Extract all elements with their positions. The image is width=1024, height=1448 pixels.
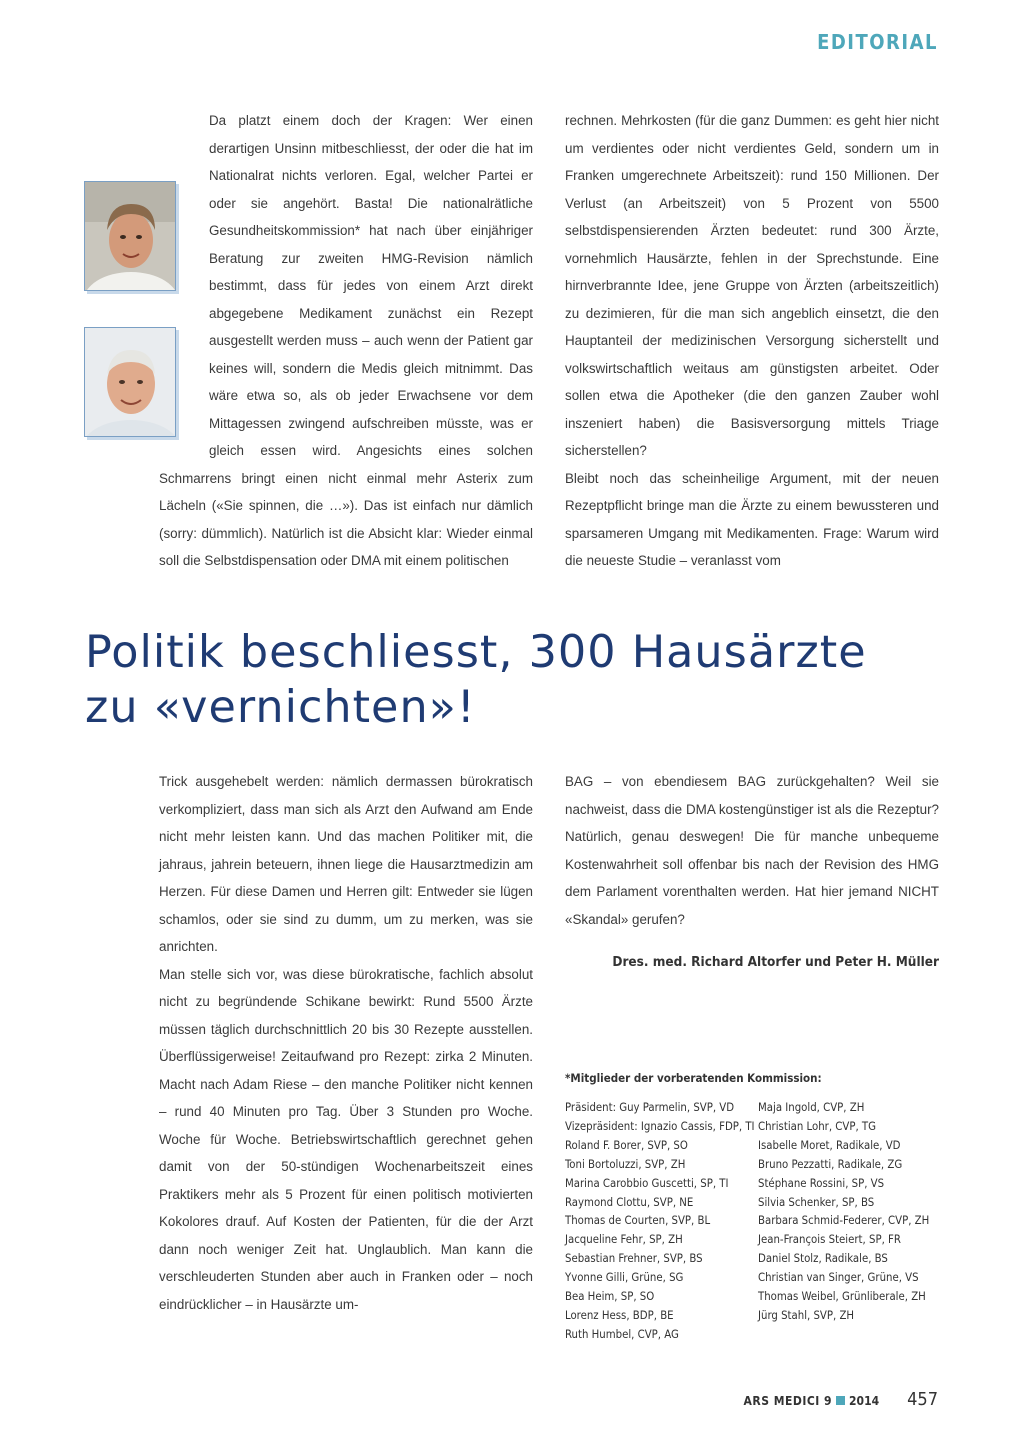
committee-member: Maja Ingold, CVP, ZH (758, 1101, 865, 1114)
article-headline: Politik beschliesst, 300 Hausärzte zu «vernichten»! (85, 627, 867, 733)
committee-member: Christian van Singer, Grüne, VS (758, 1271, 919, 1285)
committee-member: Isabelle Moret, Radikale, VD (758, 1138, 901, 1152)
committee-member: Roland F. Borer, SVP, SO (565, 1138, 688, 1152)
committee-member: Marina Carobbio Guscetti, SP, TI (565, 1176, 729, 1190)
journal-name: ARS MEDICI 9 (743, 1394, 833, 1408)
article-paragraph: Man stelle sich vor, was diese bürokratische, fachlich absolut nicht zu begründende Schikane bewirkt: Rund 5500 Ärzte müssen täglich durchschnittlich 20 bis 30 Rezepte ausstellen. Überflüssigerweise! Zeitaufwand pro Rezept: zirka 2 Minuten. Macht nach Adam Riese – den manche Politiker nicht kennen – rund 40 Minuten pro Tag. Über 3 Stunden pro Woche. Woche für Woche. Betriebswirtschaftlich gerechnet gehen damit von der 50-stündigen Wochenarbeitszeit eines Praktikers mehr als 5 Prozent für einen politisch motivierten Kokolores drauf. Auf Kosten der Patienten, für die der Arzt dann noch weniger Zeit hat. Unglaublich. Man kann die verschleuderten Stunden aber auch in Franken oder – noch eindrücklicher – in Hausärzte um- (159, 966, 533, 1312)
committee-member: Daniel Stolz, Radikale, BS (758, 1252, 888, 1266)
committee-member: Toni Bortoluzzi, SVP, ZH (565, 1157, 686, 1171)
article-column-4 (565, 768, 939, 933)
committee-member: Bea Heim, SP, SO (565, 1290, 655, 1304)
issue-year: 2014 (849, 1394, 880, 1408)
committee-member: Silvia Schenker, SP, BS (758, 1195, 875, 1209)
committee-member: Thomas Weibel, Grünliberale, ZH (758, 1290, 926, 1304)
committee-member: Raymond Clottu, SVP, NE (565, 1195, 694, 1209)
committee-title: *Mitglieder der vorberatenden Kommission: (565, 1071, 822, 1085)
square-bullet-icon (836, 1396, 845, 1405)
committee-member: Christian Lohr, CVP, TG (758, 1119, 877, 1133)
section-label: EDITORIAL (817, 30, 938, 54)
article-column-3 (159, 768, 533, 1318)
article-paragraph: Trick ausgehebelt werden: nämlich dermassen bürokratisch verkompliziert, dass man sich als Arzt den Aufwand am Ende nicht mehr leisten kann. Und das machen Politiker mit, die jahraus, jahrein beteuern, ihnen liege die Hausarztmedizin am Herzen. Für diese Damen und Herren gilt: Entweder sie lügen schamlos, oder sie sind zu dumm, um zu merken, was sie anrichten. (159, 774, 533, 954)
page-footer (744, 1389, 938, 1410)
committee-member: Jean-François Steiert, SP, FR (758, 1233, 901, 1247)
committee-member: Bruno Pezzatti, Radikale, ZG (758, 1157, 903, 1171)
page-number: 457 (907, 1389, 938, 1410)
committee-member: Yvonne Gilli, Grüne, SG (565, 1271, 684, 1285)
committee-list-right (758, 1099, 929, 1326)
article-column-1 (159, 107, 533, 575)
article-column-2 (565, 107, 939, 575)
article-paragraph: rechnen. Mehrkosten (für die ganz Dummen: es geht hier nicht um verdientes oder nicht verdientes Geld, sondern um in Franken umgerechnete Arbeitszeit): rund 150 Millionen. Der Verlust (an Arbeitszeit) von 5 Prozent von 5500 selbstdispensierenden Ärzten bedeutet: rund 300 Ärzte, vornehmlich Hausärzte, fehlen in der Sprechstunde. Eine hirnverbrannte Idee, jene Gruppe von Ärzten (arbeitszeitlich) zu dezimieren, für die man sich angeblich einsetzt, die den Hauptanteil der medizinischen Versorgung sicherstellt und volkswirtschaftlich weitaus am günstigsten arbeitet. Oder sollen etwa die Apotheker (die den ganzen Zauber wohl inszeniert haben) die Basisversorgung mittels Triage sicherstellen? (565, 113, 939, 458)
committee-member: Ruth Humbel, CVP, AG (565, 1327, 679, 1341)
committee-member: Thomas de Courten, SVP, BL (565, 1214, 711, 1228)
committee-member: Jacqueline Fehr, SP, ZH (565, 1233, 683, 1247)
author-signature: Dres. med. Richard Altorfer und Peter H. Müller (612, 954, 939, 970)
committee-member: Barbara Schmid-Federer, CVP, ZH (758, 1214, 930, 1228)
committee-member: Lorenz Hess, BDP, BE (565, 1308, 674, 1322)
article-paragraph: Bleibt noch das scheinheilige Argument, mit der neuen Rezeptpflicht bringe man die Ärzte zu einem bewussteren und sparsameren Umgang mit Medikamenten. Frage: Warum wird die neueste Studie – veranlasst vom (565, 470, 939, 568)
committee-member: Sebastian Frehner, SVP, BS (565, 1252, 703, 1266)
committee-list-left (565, 1099, 755, 1345)
committee-member: Vizepräsident: Ignazio Cassis, FDP, TI (565, 1119, 755, 1133)
committee-member: Präsident: Guy Parmelin, SVP, VD (565, 1101, 735, 1114)
article-paragraph: Da platzt einem doch der Kragen: Wer einen derartigen Unsinn mitbeschliesst, der oder die hat im Nationalrat nichts verloren. Egal, welcher Partei er oder sie angehört. Basta! Die nationalrätliche Gesundheitskommission* hat nach über einjähriger Beratung zur zweiten HMG-Revision nämlich bestimmt, dass für jedes von einem Arzt direkt abgegebene Medikament zunächst ein Rezept ausgestellt werden muss – auch wenn der Patient gar keines will, sondern die Medis gleich mitnimmt. Das wäre etwa so, als ob jeder Erwachsene vor dem Mittagessen zwingend aufschreiben müsste, was er gleich essen wird. Angesichts eines solchen Schmarrens bringt einen nicht einmal mehr Asterix zum Lächeln («Sie spinnen, die …»). Das ist einfach nur dämlich (sorry: dümmlich). Natürlich ist die Absicht klar: Wieder einmal soll die Selbstdispensation oder DMA mit einem politischen (159, 113, 533, 568)
committee-member: Jürg Stahl, SVP, ZH (758, 1308, 855, 1322)
committee-member: Stéphane Rossini, SP, VS (758, 1176, 885, 1190)
article-paragraph: BAG – von ebendiesem BAG zurückgehalten? Weil sie nachweist, dass die DMA kostengünstiger ist als die Rezeptur? Natürlich, genau deswegen! Die für manche unbequeme Kostenwahrheit soll offenbar bis nach der Revision des HMG dem Parlament vorenthalten werden. Hat hier jemand NICHT «Skandal» gerufen? (565, 774, 939, 927)
